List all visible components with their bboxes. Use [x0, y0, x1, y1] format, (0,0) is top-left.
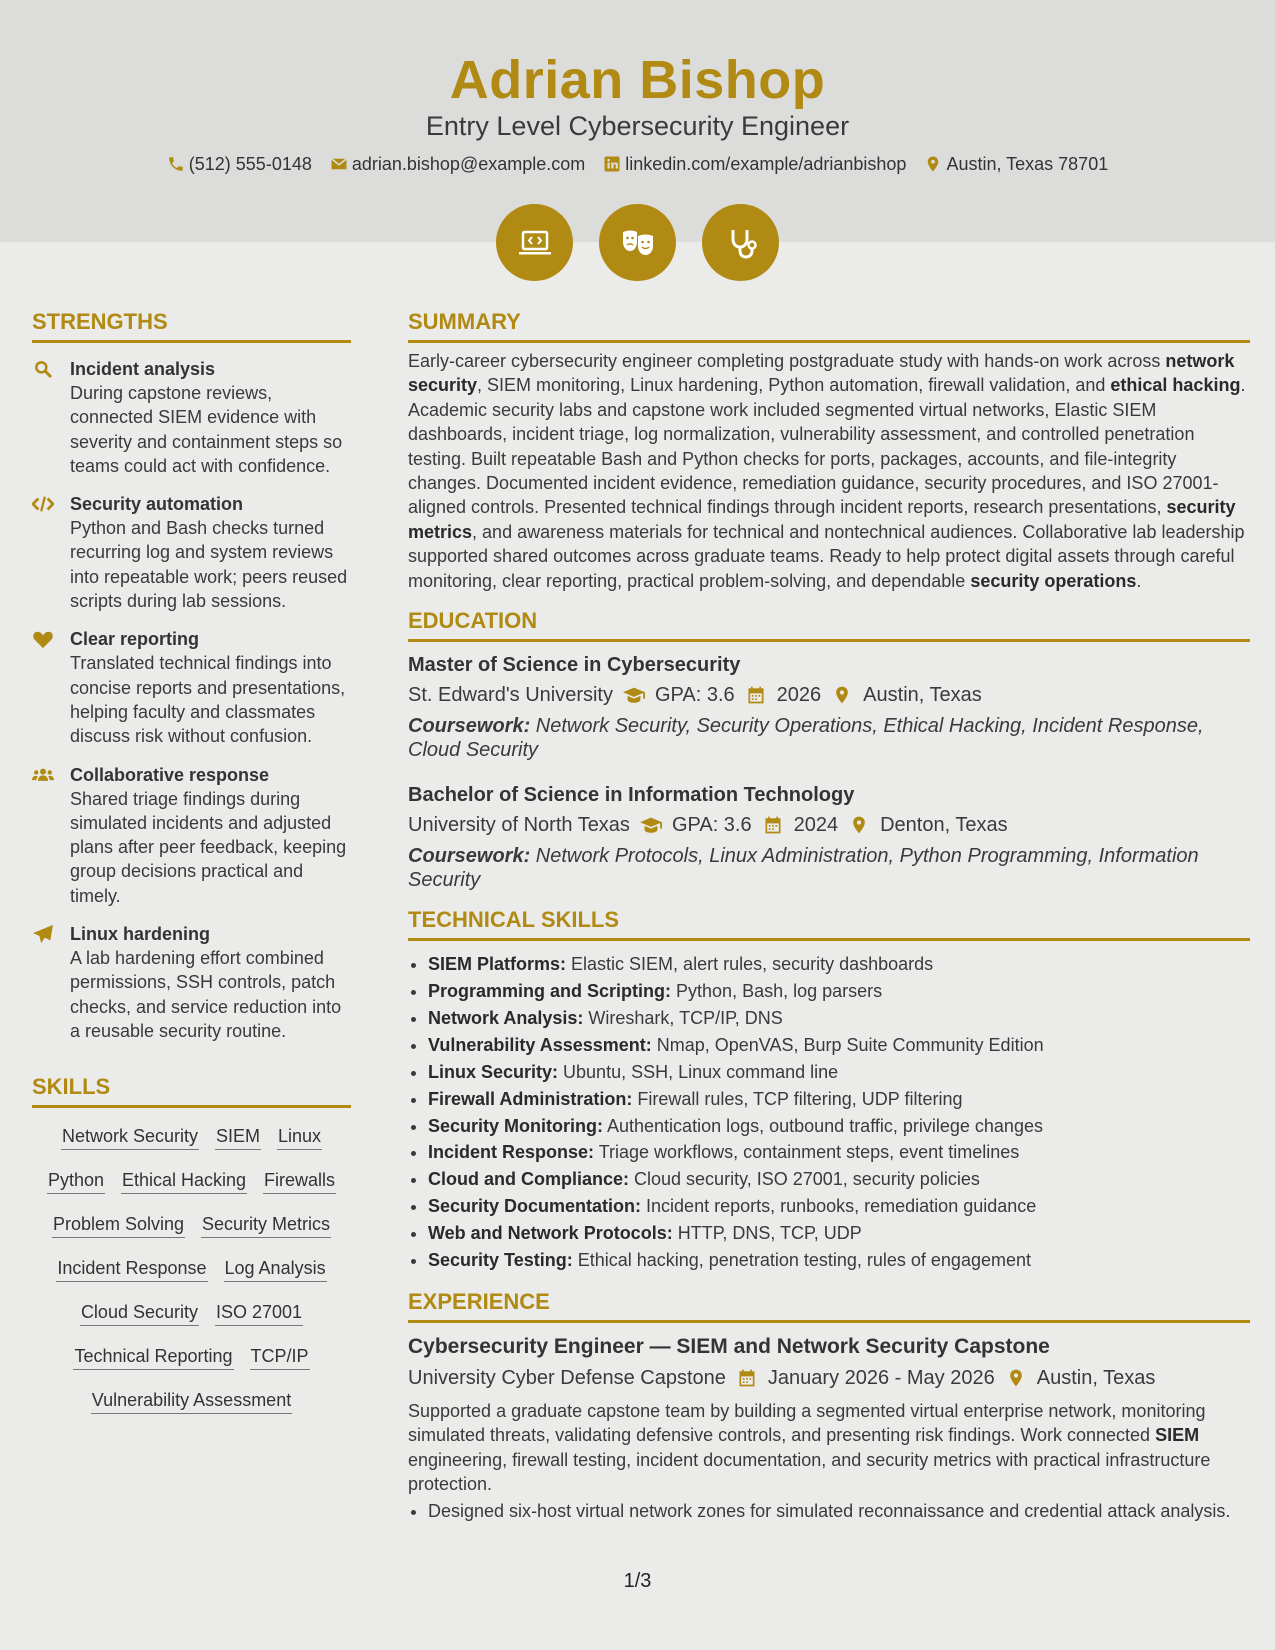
- graduation-cap-icon: [623, 685, 645, 705]
- contact-linkedin[interactable]: [603, 152, 906, 176]
- contact-bar: [0, 152, 1275, 176]
- coursework: Coursework: Network Protocols, Linux Administration, Python Programming, Information Security: [408, 845, 1199, 892]
- job-dates: January 2026 - May 2026: [767, 1366, 995, 1389]
- linkedin-text: linkedin.com/example/adrianbishop: [625, 154, 907, 174]
- strength-text: Shared triage findings during simulated incidents and adjusted plans after peer feedback, keeping group decisions practical and timely.: [70, 788, 347, 906]
- strength-title: Clear reporting: [70, 629, 200, 650]
- strength-title: Linux hardening: [70, 924, 211, 945]
- candidate-title: Entry Level Cybersecurity Engineer: [425, 111, 850, 141]
- education-entry: [408, 782, 1250, 892]
- skill-chip: Python: [47, 1168, 105, 1194]
- education-meta: [408, 810, 1250, 840]
- school-name: St. Edward's University: [408, 684, 613, 707]
- strength-title: Incident analysis: [70, 359, 216, 379]
- skill-chip: Security Metrics: [201, 1212, 331, 1238]
- paper-plane-icon: [32, 924, 54, 944]
- skill-chip: SIEM: [215, 1124, 261, 1150]
- strengths-heading: STRENGTHS: [32, 308, 351, 343]
- strength-item: [32, 763, 351, 908]
- envelope-icon: [330, 155, 348, 173]
- skill-chip: Log Analysis: [224, 1256, 327, 1282]
- job-title: Cybersecurity Engineer — SIEM and Network Security Capstone: [408, 1334, 1050, 1358]
- laptop-code-badge: [496, 204, 573, 281]
- list-item: • Designed six-host virtual network zones for simulated reconnaissance and credential attack analysis.: [428, 1499, 1250, 1523]
- left-column: [32, 308, 351, 1414]
- right-column: [408, 308, 1250, 1523]
- grad-year: 2026: [776, 684, 822, 707]
- graduation-cap-icon: [640, 815, 662, 835]
- skills-list: [32, 1108, 351, 1414]
- gpa: GPA: 3.6: [671, 814, 752, 837]
- map-pin-icon: [831, 685, 853, 705]
- strength-item: [32, 357, 351, 478]
- strength-item: [32, 492, 351, 613]
- skill-chip: Network Security: [61, 1124, 199, 1150]
- list-item: • Programming and Scripting: Python, Bash, log parsers: [428, 978, 1250, 1005]
- skill-chip: Firewalls: [263, 1168, 336, 1194]
- strength-title: Collaborative response: [70, 764, 270, 785]
- map-pin-icon: [848, 815, 870, 835]
- technical-skills-list: [408, 951, 1250, 1274]
- contact-email[interactable]: [330, 152, 585, 176]
- skill-chip: TCP/IP: [250, 1344, 310, 1370]
- list-item: • Security Documentation: Incident reports, runbooks, remediation guidance: [428, 1193, 1250, 1220]
- school-name: University of North Texas: [408, 814, 630, 837]
- skill-chip: Problem Solving: [52, 1212, 185, 1238]
- calendar-icon: [736, 1368, 758, 1388]
- skill-chip: Cloud Security: [80, 1300, 199, 1326]
- stethoscope-icon: [721, 223, 761, 263]
- calendar-icon: [762, 815, 784, 835]
- education-meta: [408, 680, 1250, 710]
- candidate-name: Adrian Bishop: [449, 50, 826, 110]
- education-heading: EDUCATION: [408, 607, 1250, 642]
- school-location: Denton, Texas: [880, 814, 1008, 837]
- degree-title: Master of Science in Cybersecurity: [408, 654, 741, 677]
- list-item: • Security Testing: Ethical hacking, penetration testing, rules of engagement: [428, 1247, 1250, 1274]
- list-item: • Firewall Administration: Firewall rules, TCP filtering, UDP filtering: [428, 1086, 1250, 1113]
- education-entry: [408, 652, 1250, 762]
- heart-icon: [32, 629, 54, 649]
- experience-heading: EXPERIENCE: [408, 1288, 1250, 1323]
- users-icon: [32, 765, 54, 785]
- strength-title: Security automation: [70, 494, 244, 515]
- contact-location: [924, 152, 1108, 176]
- email-text: adrian.bishop@example.com: [351, 154, 586, 174]
- calendar-icon: [745, 685, 767, 705]
- summary-text: Early-career cybersecurity engineer completing postgraduate study with hands-on work across network security, SIEM monitoring, Linux hardening, Python automation, firewall validation, and ethical hacking. Academic security labs and capstone work included segmented virtual networks, Elastic SIEM dashboards, incident triage, log normalization, vulnerability assessment, and controlled penetration testing. Built repeatable Bash and Python checks for ports, packages, accounts, and file-integrity changes. Documented incident evidence, remediation guidance, security procedures, and ISO 27001-aligned controls. Presented technical findings through incident reports, research presentations, security metrics, and awareness materials for technical and nontechnical audiences. Collaborative lab leadership supported shared outcomes across graduate teams. Ready to help protect digital assets through careful monitoring, clear reporting, practical problem-solving, and dependable security operations.: [408, 351, 1246, 591]
- skill-chip: Technical Reporting: [73, 1344, 233, 1370]
- list-item: • SIEM Platforms: Elastic SIEM, alert rules, security dashboards: [428, 951, 1250, 978]
- page-number: 1/3: [623, 1570, 652, 1592]
- skill-chip: ISO 27001: [215, 1300, 303, 1326]
- job-bullets: [408, 1499, 1250, 1523]
- strength-text: Python and Bash checks turned recurring log and system reviews into repeatable work; peers reused scripts during lab sessions.: [70, 518, 348, 612]
- summary-heading: SUMMARY: [408, 308, 1250, 343]
- location-text: Austin, Texas 78701: [946, 154, 1109, 174]
- school-location: Austin, Texas: [863, 684, 982, 707]
- skill-chip: Ethical Hacking: [121, 1168, 247, 1194]
- skills-heading: SKILLS: [32, 1073, 351, 1108]
- phone-text: (512) 555-0148: [188, 154, 312, 174]
- strength-text: Translated technical findings into concise reports and presentations, helping faculty and classmates discuss risk without confusion.: [70, 653, 346, 747]
- list-item: • Security Monitoring: Authentication logs, outbound traffic, privilege changes: [428, 1113, 1250, 1140]
- job-location: Austin, Texas: [1036, 1366, 1156, 1389]
- stethoscope-badge: [702, 204, 779, 281]
- code-icon: [32, 494, 54, 514]
- gpa: GPA: 3.6: [655, 684, 735, 707]
- skill-chip: Vulnerability Assessment: [91, 1388, 292, 1414]
- list-item: • Vulnerability Assessment: Nmap, OpenVAS, Burp Suite Community Edition: [428, 1032, 1250, 1059]
- list-item: • Network Analysis: Wireshark, TCP/IP, DNS: [428, 1005, 1250, 1032]
- strength-item: [32, 922, 351, 1043]
- map-pin-icon: [924, 155, 942, 173]
- theater-masks-icon: [618, 223, 658, 263]
- search-icon: [32, 359, 54, 379]
- job-org: University Cyber Defense Capstone: [408, 1366, 726, 1389]
- list-item: • Linux Security: Ubuntu, SSH, Linux command line: [428, 1059, 1250, 1086]
- technical-skills-heading: TECHNICAL SKILLS: [408, 906, 1250, 941]
- skill-chip: Linux: [277, 1124, 322, 1150]
- laptop-code-icon: [515, 223, 555, 263]
- job-description: Supported a graduate capstone team by building a segmented virtual enterprise network, monitoring simulated threats, validating defensive controls, and presenting risk findings. Work connected SIEM engineering, firewall testing, incident documentation, and security metrics with practical infrastructure protection.: [408, 1400, 1211, 1495]
- list-item: • Web and Network Protocols: HTTP, DNS, TCP, UDP: [428, 1220, 1250, 1247]
- coursework: Coursework: Network Security, Security Operations, Ethical Hacking, Incident Response, Cloud Security: [408, 715, 1204, 762]
- map-pin-icon: [1005, 1368, 1027, 1388]
- theater-masks-badge: [599, 204, 676, 281]
- list-item: • Incident Response: Triage workflows, containment steps, event timelines: [428, 1139, 1250, 1166]
- contact-phone[interactable]: [167, 152, 312, 176]
- skill-chip: Incident Response: [56, 1256, 207, 1282]
- interest-badges: [0, 204, 1275, 281]
- list-item: • Cloud and Compliance: Cloud security, ISO 27001, security policies: [428, 1166, 1250, 1193]
- phone-icon: [167, 155, 185, 173]
- strength-item: [32, 627, 351, 748]
- linkedin-icon: [603, 155, 621, 173]
- degree-title: Bachelor of Science in Information Technology: [408, 784, 855, 807]
- job-meta: [408, 1363, 1250, 1393]
- strength-text: During capstone reviews, connected SIEM evidence with severity and containment steps so teams could act with confidence.: [70, 383, 343, 476]
- strength-text: A lab hardening effort combined permissions, SSH controls, patch checks, and service reduction into a reusable security routine.: [70, 948, 342, 1041]
- grad-year: 2024: [793, 814, 839, 837]
